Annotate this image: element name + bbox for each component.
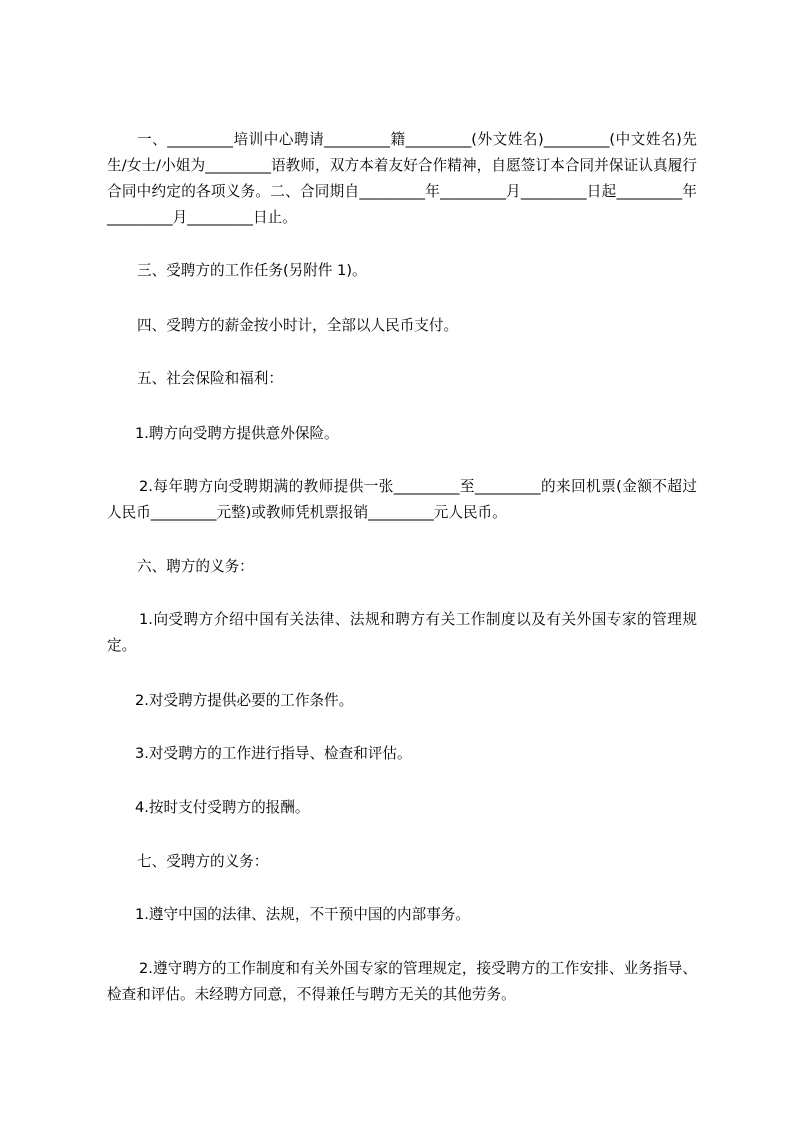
clause-6-item-4: 4.按时支付受聘方的报酬。 [135, 799, 310, 816]
contract-clause-1-2: 一、_________培训中心聘请_________籍_________(外文姓名)_________(中文姓名)先生/女士/小姐为_________语教师，双方本着友好合作精神，自愿签订本合同并保证认真履行合同中约定的各项义务。二、合同期自_________年_________月_________日起_________年_________月_________日止。 [107, 131, 697, 226]
clause-7-item-2: 2.遵守聘方的工作制度和有关外国专家的管理规定，接受聘方的工作安排、业务指导、检查和评估。未经聘方同意，不得兼任与聘方无关的其他劳务。 [107, 960, 697, 1003]
clause-5-item-2: 2.每年聘方向受聘期满的教师提供一张_________至_________的来回机票(金额不超过人民币_________元整)或教师凭机票报销_________元人民币。 [107, 478, 697, 521]
contract-clause-4: 四、受聘方的薪金按小时计，全部以人民币支付。 [137, 317, 459, 334]
clause-6-item-1: 1.向受聘方介绍中国有关法律、法规和聘方有关工作制度以及有关外国专家的管理规定。 [107, 611, 697, 654]
clause-7-item-1: 1.遵守中国的法律、法规，不干预中国的内部事务。 [135, 906, 470, 923]
contract-clause-3: 三、受聘方的工作任务(另附件 1)。 [137, 262, 367, 279]
contract-clause-6-heading: 六、聘方的义务： [137, 558, 254, 575]
clause-6-item-2: 2.对受聘方提供必要的工作条件。 [135, 692, 354, 709]
clause-5-item-1: 1.聘方向受聘方提供意外保险。 [135, 425, 339, 442]
clause-6-item-3: 3.对受聘方的工作进行指导、检查和评估。 [135, 745, 412, 762]
contract-clause-7-heading: 七、受聘方的义务： [137, 853, 269, 870]
contract-clause-5-heading: 五、社会保险和福利： [137, 370, 283, 387]
